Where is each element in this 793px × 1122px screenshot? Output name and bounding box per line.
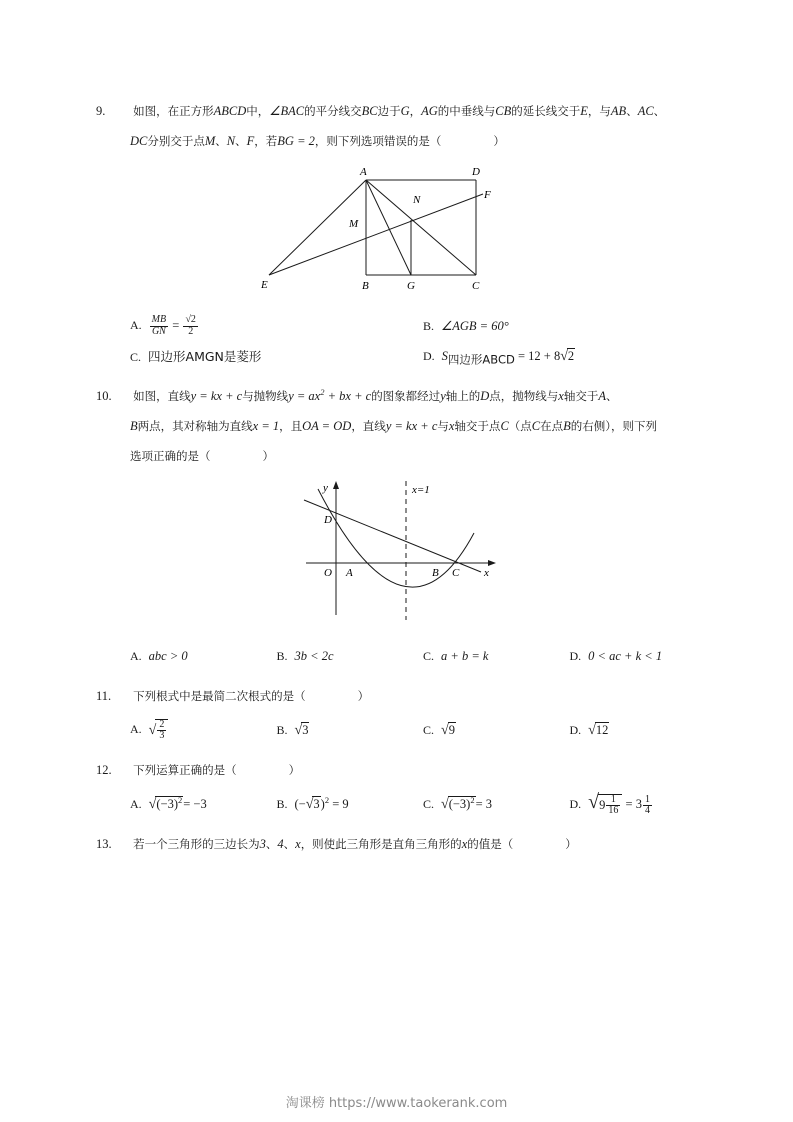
question-10-stem-line-2	[96, 411, 716, 441]
q10-graph-diagram	[276, 475, 536, 630]
q12-option-row	[130, 789, 716, 819]
svg-text:C: C	[452, 567, 460, 579]
q10-option-d-label: D.	[569, 648, 582, 663]
q10-l1-f: 轴交于	[563, 389, 599, 403]
q12-option-a-label: A.	[130, 796, 142, 811]
question-10-number: 10.	[96, 389, 112, 403]
q11-opt-a-sqrt: √ $\frac{2}{3}$	[149, 719, 169, 742]
svg-text:y: y	[323, 482, 328, 494]
svg-text:C: C	[472, 280, 480, 292]
q10-l1-c: 的图象都经过	[371, 389, 441, 403]
q10-l1-b: 与抛物线	[242, 389, 289, 403]
q11-option-c[interactable]	[423, 722, 570, 739]
q12-option-b-label: B.	[276, 796, 288, 811]
q12-opt-d-sqrt: √9 $\frac{1}{16}$	[588, 791, 622, 816]
q12-opt-d-eq: =	[625, 797, 633, 812]
q11-option-a[interactable]	[130, 719, 277, 742]
q9-text-6: 的中垂线与	[437, 104, 496, 118]
q10-x-axis-2: x	[448, 419, 455, 433]
question-10	[96, 381, 716, 671]
q9-var-abcd: ABCD	[213, 104, 247, 118]
svg-text:x=1: x=1	[412, 484, 430, 496]
q10-point-b: B	[130, 419, 138, 433]
q9-opt-a-lhs	[150, 315, 168, 337]
q10-oa-od: OA = OD	[302, 419, 352, 433]
q9-opt-d-sqrt: √2	[560, 348, 575, 364]
q9-option-c-label: C.	[130, 350, 142, 364]
page-footer: 淘课榜 https://www.taokerank.com	[285, 1096, 508, 1111]
question-12-options	[130, 789, 716, 819]
q11-opt-a-num: 2	[159, 718, 165, 730]
q12-option-d-label: D.	[569, 797, 582, 812]
q9-geometry-diagram	[261, 160, 551, 300]
q10-line-eq-2: y = kx + c	[385, 419, 438, 433]
q10-axis-eq: x = 1	[252, 419, 280, 433]
q12-opt-c-sqrt: $√(-3)^2$	[441, 794, 475, 812]
q9-text-11: 分别交于点	[147, 134, 205, 148]
q11-option-b-body	[295, 722, 310, 739]
q11-text-2: ）	[357, 689, 370, 703]
q10-l2-g: 在点	[540, 419, 564, 433]
q10-option-b-body: 3b < 2c	[294, 648, 334, 663]
svg-text:G: G	[407, 280, 415, 292]
q10-l3-b: ）	[262, 449, 274, 463]
question-13-number: 13.	[96, 837, 112, 851]
q10-y-axis: y	[440, 389, 446, 403]
q10-option-row	[130, 641, 716, 671]
q9-var-cb: CB	[495, 104, 512, 118]
svg-text:M: M	[349, 218, 359, 230]
q11-opt-b-sqrt: √3	[294, 722, 309, 738]
q10-l2-f: （点	[508, 419, 532, 433]
question-10-stem-line-3	[96, 441, 716, 471]
question-12-stem	[96, 755, 716, 785]
q9-option-c-body: 四边形AMGN是菱形	[148, 349, 262, 364]
q13-side-3: x	[295, 837, 301, 851]
svg-text:D: D	[472, 166, 480, 178]
svg-text:B: B	[362, 280, 369, 292]
q9-bg-value: BG = 2	[277, 134, 315, 148]
q9-option-b-label: B.	[423, 319, 435, 333]
q13-text-5: 的值是（	[467, 837, 514, 851]
q10-l2-e: 轴交于点	[454, 419, 501, 433]
q9-option-b[interactable]	[423, 318, 716, 334]
q12-opt-d-num: 1	[606, 795, 620, 807]
q13-text-1: 若一个三角形的三边长为	[133, 837, 260, 851]
q10-option-a[interactable]	[130, 649, 277, 664]
q9-option-d-label: D.	[423, 348, 435, 363]
q10-point-b2: B	[563, 419, 571, 433]
q11-opt-b-radicand: 3	[302, 722, 309, 737]
q10-option-a-label: A.	[130, 648, 142, 663]
q12-opt-d-rhs-frac	[643, 795, 652, 817]
q13-text-4: ，则使此三角形是直角三角形的	[300, 837, 462, 851]
q9-text-13: 、	[235, 134, 247, 148]
q13-side-2: 4	[277, 837, 284, 851]
q9-opt-a-eq: =	[172, 318, 180, 333]
q9-opt-d-s: S	[441, 348, 448, 363]
q12-option-b[interactable]	[277, 796, 424, 813]
q11-opt-a-den: 3	[159, 730, 165, 741]
q11-option-d-label: D.	[569, 722, 582, 737]
q12-option-c-label: C.	[423, 796, 435, 811]
q10-point-c: C	[500, 419, 509, 433]
q10-point-a: A	[598, 389, 606, 403]
q11-option-a-body	[149, 719, 169, 742]
q10-l3-a: 选项正确的是（	[130, 449, 211, 463]
svg-text:B: B	[432, 567, 439, 579]
q12-option-a-body	[149, 796, 207, 813]
q10-option-c-label: C.	[423, 648, 435, 663]
question-9-options	[130, 311, 716, 371]
q10-option-d[interactable]	[570, 649, 717, 664]
q10-option-c-body: a + b = k	[441, 648, 489, 663]
q9-opt-d-eq: = 12 + 8	[518, 348, 561, 363]
svg-text:x: x	[484, 567, 489, 579]
q9-option-a[interactable]	[130, 315, 423, 337]
q9-var-bc: BC	[361, 104, 378, 118]
q9-text-3: 的平分线交	[304, 104, 362, 118]
question-13	[96, 829, 716, 859]
q9-text-8: ，与	[587, 104, 611, 118]
q9-var-dc: DC	[130, 134, 148, 148]
question-9	[96, 96, 716, 371]
q12-option-c-body	[441, 796, 492, 813]
q12-opt-d-rhs-num: 1	[644, 793, 650, 805]
q12-opt-d-den: 16	[608, 805, 619, 817]
q9-text-1: 如图，在正方形	[133, 104, 214, 118]
q9-text-7: 的延长线交于	[511, 104, 581, 118]
q10-l1-e: 点，抛物线与	[489, 389, 559, 403]
q9-option-row-2	[130, 341, 716, 371]
q11-option-c-body	[441, 722, 456, 739]
question-10-options	[130, 641, 716, 671]
q10-option-b[interactable]	[277, 649, 424, 664]
q9-text-2: 中，	[246, 104, 270, 118]
q10-l2-d: 与	[437, 419, 449, 433]
q9-opt-a-rhs-den: 2	[188, 325, 194, 337]
q10-x-axis: x	[558, 389, 564, 403]
q9-opt-a-rhs-num: √2	[185, 314, 196, 325]
question-11-number: 11.	[96, 689, 112, 703]
question-13-stem	[96, 829, 716, 859]
q11-opt-c-sqrt: √9	[441, 722, 455, 738]
question-11	[96, 681, 716, 745]
q9-opt-a-rhs	[183, 315, 198, 337]
q10-option-d-body: 0 < ac + k < 1	[588, 648, 663, 663]
question-9-figure	[96, 160, 716, 305]
q10-point-c2: C	[531, 419, 541, 433]
q13-text-3: 、	[283, 837, 296, 851]
q9-var-ab: AB	[610, 104, 627, 118]
q12-opt-c-rhs: = 3	[475, 796, 493, 811]
q10-l2-h: 的右侧），则下列	[570, 419, 658, 433]
q9-var-g: G	[400, 104, 410, 118]
svg-text:A: A	[360, 166, 367, 178]
q9-text-4: 边于	[377, 104, 401, 118]
question-12	[96, 755, 716, 819]
q9-option-d-body	[442, 348, 576, 365]
q10-l1-a: 如图，直线	[133, 389, 191, 403]
q9-var-f: F	[246, 134, 255, 148]
q11-opt-c-radicand: 9	[448, 722, 455, 737]
svg-text:D: D	[324, 514, 332, 526]
question-10-figure	[96, 475, 716, 635]
q12-option-d-body	[588, 791, 653, 816]
q11-option-d[interactable]	[570, 722, 717, 739]
q11-opt-a-frac	[157, 720, 166, 742]
question-9-stem-line-2	[96, 126, 716, 156]
q10-point-d: D	[480, 389, 490, 403]
document-body	[96, 96, 716, 865]
q9-text-14: ，若	[254, 134, 278, 148]
q9-text-9: 、	[626, 104, 638, 118]
question-11-options	[130, 715, 716, 745]
question-12-number: 12.	[96, 763, 112, 777]
q13-text-6: ）	[565, 837, 577, 851]
q9-opt-d-sub: 四边形ABCD	[447, 352, 515, 366]
q13-var-x: x	[461, 837, 468, 851]
q12-opt-a-rhs: = −3	[183, 796, 207, 811]
q9-var-m: M	[204, 134, 216, 148]
q12-option-a[interactable]	[130, 796, 277, 813]
svg-text:O: O	[324, 567, 332, 579]
q10-option-a-body: abc > 0	[148, 648, 188, 663]
q9-var-n: N	[226, 134, 236, 148]
q12-text-2: ）	[288, 763, 301, 777]
q10-option-b-label: B.	[276, 648, 288, 663]
q10-l2-a: 两点，其对称轴为直线	[137, 419, 253, 433]
q12-opt-d-whole: 9	[599, 797, 606, 812]
q10-l2-c: ，直线	[351, 419, 386, 433]
q12-opt-b-sqrt: √3	[305, 796, 320, 812]
q12-option-b-body: $(-√3)^2 = 9$	[294, 794, 349, 812]
q10-parab-eq: $y = ax^2$ + bx + c	[288, 386, 372, 403]
q10-line-eq: y = kx + c	[190, 389, 243, 403]
q9-text-10: 、	[653, 104, 666, 118]
question-11-stem	[96, 681, 716, 711]
q11-option-d-body	[588, 722, 609, 739]
q12-text: 下列运算正确的是（	[133, 763, 237, 777]
svg-text:A: A	[346, 567, 353, 579]
q10-option-c[interactable]	[423, 649, 570, 664]
q12-opt-d-frac	[606, 795, 620, 817]
q9-option-c[interactable]	[130, 347, 423, 365]
question-9-number: 9.	[96, 104, 106, 118]
q9-opt-a-den: GN	[151, 325, 166, 337]
q9-option-d[interactable]	[423, 348, 716, 365]
q9-var-e: E	[580, 104, 588, 118]
q11-option-b-label: B.	[276, 722, 288, 737]
q11-option-b[interactable]	[277, 722, 424, 739]
q9-text-5: ，	[409, 104, 422, 118]
q9-option-b-body: ∠AGB = 60°	[441, 319, 509, 333]
q9-opt-a-num: MB	[151, 314, 167, 325]
q10-l1-d: 轴上的	[445, 389, 481, 403]
q9-text-12: 、	[215, 134, 227, 148]
q9-option-a-label: A.	[130, 317, 142, 332]
q11-option-row	[130, 715, 716, 745]
svg-text:E: E	[261, 279, 268, 291]
q13-side-1: 3	[259, 837, 266, 851]
q9-option-a-body	[149, 315, 199, 337]
q12-option-d[interactable]	[570, 791, 717, 816]
svg-text:N: N	[413, 194, 421, 206]
q9-option-row-1	[130, 311, 716, 341]
q9-text-16: ）	[493, 134, 505, 148]
q12-option-c[interactable]	[423, 796, 570, 813]
q11-text: 下列根式中是最简二次根式的是（	[133, 689, 306, 703]
q11-option-c-label: C.	[423, 722, 435, 737]
svg-text:F: F	[484, 189, 491, 201]
q10-l1-g: 、	[605, 389, 618, 403]
q9-angle-bac: ∠BAC	[269, 104, 305, 118]
q11-opt-d-sqrt: √12	[588, 722, 609, 738]
q11-opt-d-radicand: 12	[595, 722, 609, 737]
q13-text-2: 、	[265, 837, 278, 851]
q12-opt-d-rhs-whole: 3	[635, 797, 642, 812]
q12-opt-d-rhs-den: 4	[644, 805, 650, 817]
q9-var-ag: AG	[421, 104, 438, 118]
q9-var-ac: AC	[637, 104, 654, 118]
q12-opt-a-sqrt: $√(-3)^2$	[148, 794, 183, 812]
q11-option-a-label: A.	[130, 722, 142, 737]
question-10-stem-line-1	[96, 381, 716, 411]
question-9-stem-line-1	[96, 96, 716, 126]
q10-l2-b: ，且	[279, 419, 303, 433]
q9-text-15: ，则下列选项错误的是（	[314, 134, 442, 148]
